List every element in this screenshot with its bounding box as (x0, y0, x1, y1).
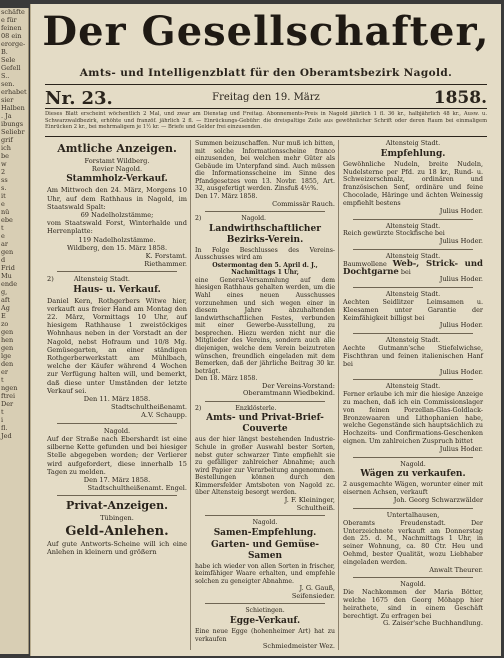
ad7-subtitle: Garten- und Gemüse-Samen (210, 539, 320, 561)
ad10-place: Altensteig Stadt. (385, 221, 441, 230)
divider (353, 287, 473, 288)
previous-page-fragment: zo (1, 320, 9, 328)
section-official: Amtliche Anzeigen. (57, 142, 177, 155)
previous-page-fragment: t (1, 376, 4, 384)
ad16-text: Oberamts Freudenstadt. Der Unterzeichnete verkauft am Donnerstag den 25. d. M., Nachmittags 1 Uhr, in seiner Wohnung, ca. 80 Ctr. Heu und Oehmd, bester Qualität, wozu Liebhaber eingeladen werden. (343, 518, 483, 566)
previous-page-fragment: . Ja (1, 112, 12, 120)
previous-page-fragment: 2 (1, 168, 6, 176)
ad3-signature: Stadtschultheißenamt. Engel. (87, 484, 187, 493)
ad12-text: Aechten Seidlitzer Leimsamen u. Kleesamen unter Garantie der Keimfähigkeit billigst bei (343, 298, 483, 322)
ad2-text: Daniel Kern, Rothgerbers Witwe hier, verkauft aus freier Hand am Montag den 22. März, Vormittags 10 Uhr, auf hiesigem Rathhause 1 zweistöckiges Wohnhaus neben in der Vorstadt an der Nagold, nebst Hofraum und 10/8 Mg. Gemüsegarten, an einer ständigen Rothgerberwerkstatt am Mühlbach, welche der Käufer während 4 Wochen zur Verfügung halten will, und bemerkt, daß diese unter Umständen der letzte Verkauf sei. (47, 296, 187, 395)
previous-page-fragment: fl. (1, 424, 8, 432)
ad2-number: 2) (47, 275, 54, 284)
header-rule-bottom (45, 136, 487, 137)
ad15-title: Wägen zu verkaufen. (360, 469, 466, 480)
ad8-place: Schietingen. (245, 607, 285, 615)
divider (353, 577, 473, 578)
ad3-date: Den 17. März 1858. (83, 475, 151, 484)
previous-page-fragment: sier (1, 96, 14, 104)
previous-page-fragment: t (1, 408, 4, 416)
previous-page-fragment: schäfte (1, 8, 25, 16)
ad15-text: 2 ausgemachte Wägen, worunter einer mit eisernen Achsen, verkauft (343, 480, 483, 497)
header-rule-mid (45, 108, 487, 109)
previous-page-fragment: B. (1, 48, 8, 56)
ad8-text: Eine neue Egge (hohenheimer Art) hat zu verkaufen (195, 628, 335, 643)
previous-page-fragment: ich (1, 144, 11, 152)
ad1-date: Wildberg, den 15. März 1858. (66, 243, 168, 252)
previous-page-fragment: aft (1, 296, 10, 304)
ad2-title: Haus- u. Verkauf. (73, 284, 161, 295)
ad5-header (195, 215, 335, 223)
previous-page-fragment: nü (1, 208, 10, 216)
ad6-number: 2) (195, 404, 202, 412)
ad1-place: Forstamt Wildberg. (84, 157, 150, 165)
header-rule-top (45, 84, 487, 85)
previous-page-fragment: E (1, 312, 6, 320)
previous-page-fragment: Ag (1, 304, 10, 312)
ad5-number: 2) (195, 215, 202, 223)
ad1-signature: K. Forstamt. (145, 252, 187, 261)
column-separator-2 (338, 140, 339, 650)
previous-page-fragment: gen (1, 248, 14, 256)
ad11-place: Altensteig Stadt. (385, 251, 441, 260)
previous-page-fragment: g, (1, 288, 8, 296)
ad1-item-b: 119 Nadelholzstämme. (78, 235, 156, 244)
ad14-text: Ferner erlaube ich mir die hiesige Anzeige zu machen, daß ich ein Commissionslager von feinen Porzellan-Glas-Goldlack-Bronzewaaren und Lithophanien habe, welche Gegenstände sich hauptsächlich zu Hochzeits- und Confirmations-Geschenken eignen. Um zahlreichen Zuspruch bittet (343, 390, 483, 445)
previous-page-fragment: gen (1, 344, 14, 352)
ad11-text-suffix: bei (400, 267, 411, 276)
ad12-signature: Julius Hoder. (439, 321, 483, 330)
previous-page-fragment: ebe (1, 216, 13, 224)
ad3-place: Nagold. (103, 426, 131, 435)
divider (205, 603, 325, 604)
divider (205, 515, 325, 516)
ad6-signature: J. F. Kleininger, (284, 495, 335, 504)
ad2-signature: Stadtschultheißenamt. (110, 403, 187, 412)
ad6-text: aus der hier längst bestehenden Industrie-Schule in großer Auswahl bester Sorten, nebst guter schwarzer Tinte empfiehlt sie zu gefälliger zahlreicher Abnahme; auch wird Papier zur Verarbeitung angenommen. Bestellungen können durch den Kimmersfelder Amtsboten von Nagold zc. über Altensteig besorgt werden. (195, 436, 335, 497)
previous-page-fragment: feinen (1, 24, 22, 32)
previous-page-fragment: grif (1, 136, 13, 144)
divider (353, 249, 473, 250)
ad9-title: Empfehlung. (380, 148, 446, 159)
ad4-place: Tübingen. (100, 514, 134, 523)
previous-page-fragment: Seliebr (1, 128, 25, 136)
ad13-signature: Julius Hoder. (439, 367, 483, 376)
ad3-text: Auf der Straße nach Ebershardt ist eine silberne Kette gefunden und bei hiesiger Stelle abgegeben worden; der Verlierer wird aufgefordert, diese innerhalb 15 Tagen zu melden. (47, 434, 187, 476)
ad7-signature: J. G. Gauß, (299, 584, 335, 593)
previous-page-fragment: erorge- (1, 40, 26, 48)
ad5-date: Den 18. März 1858. (195, 375, 258, 383)
previous-page-fragment: lge (1, 352, 12, 360)
issue-year: 1858. (433, 88, 487, 108)
previous-page-fragment: ngen (1, 384, 18, 392)
previous-page-fragment: erhabet (1, 88, 27, 96)
divider (57, 271, 177, 272)
ad16-place: Untertalhausen, (386, 510, 440, 519)
divider (353, 379, 473, 380)
ad6-signature-role: Schultheiß. (296, 503, 335, 512)
ad14-place: Altensteig Stadt. (385, 382, 441, 391)
ad1-text: Am Mittwoch den 24. März, Morgens 10 Uhr, auf dem Rathhaus in Nagold, im Staatswald Spalt: (47, 186, 187, 211)
newspaper-sheet (30, 4, 501, 656)
ad2-signature-name: A.V. Schaupp. (141, 411, 187, 420)
ad15-signature: Joh. Georg Schwarzwälder (393, 496, 483, 505)
previous-page-fragment: e für (1, 16, 17, 24)
previous-page-fragment: 08 ein (1, 32, 22, 40)
previous-page-fragment: sen. (1, 80, 15, 88)
column-1 (47, 140, 187, 556)
ad15-place: Nagold. (400, 459, 426, 468)
ad7-place: Nagold. (252, 519, 278, 527)
previous-page-fragment: ftrei (1, 392, 16, 400)
ad12-place: Altensteig Stadt. (385, 290, 441, 299)
masthead-subtitle: Amts- und Intelligenzblatt für den Oberamtsbezirk Nagold. (79, 67, 453, 79)
divider (353, 333, 473, 334)
previous-page-fragment: S.. (1, 72, 10, 80)
ad17-place: Nagold. (400, 580, 426, 589)
ad2-date: Den 11. März 1858. (83, 395, 151, 404)
ad1-revier: Revier Nagold. (91, 165, 143, 174)
ad16-signature: Anwalt Theurer. (429, 565, 483, 574)
previous-page-fragment: Halben (1, 104, 25, 112)
divider (353, 219, 473, 220)
previous-page-fragment: Frid (1, 264, 15, 272)
ad17-text: Die Nachkommen der Maria Bötter, welche 1675 den Georg Möhapp hier heirathete, sind in einem Geschäft berechtigt. Zu erfragen bei (343, 588, 483, 620)
previous-page-fragment: Sele (1, 56, 16, 64)
ad5-title: Landwirthschaftlicher Bezirks-Verein. (209, 223, 321, 245)
divider (57, 423, 177, 424)
divider (353, 457, 473, 458)
previous-page-fragment: i (1, 416, 4, 424)
ad11-text (343, 258, 483, 277)
ad14-signature: Julius Hoder. (439, 444, 483, 453)
previous-page-fragment: Jed (1, 432, 12, 440)
ad17-signature: G. Zaiser'sche Buchhandlung. (382, 619, 483, 628)
ad2-header (47, 275, 187, 283)
ad4-date: Den 17. März 1858. (195, 192, 258, 200)
ad9-signature: Julius Hoder. (439, 206, 483, 215)
ad1-text-b: vom Staatswald Forst, Winterhalde und Herrenplatte: (47, 219, 187, 236)
previous-page-fragment: s. (1, 184, 7, 192)
previous-page-fragment: ibungs (1, 120, 24, 128)
column-separator-1 (190, 140, 191, 650)
previous-page-fragment: gen (1, 328, 14, 336)
issue-date: Freitag den 19. März (212, 92, 320, 103)
ad4-title: Geld-Anlehen. (65, 523, 169, 539)
ad1-signature-name: Riethammer. (144, 260, 187, 269)
column-3 (343, 140, 483, 628)
divider (353, 508, 473, 509)
ad4-continued-text: Summen beizuschaffen. Nur muß ich bitten, mit solche Informationsscheine franco einzusenden, bei welchen mehr Güter als Gebäude im Unterpfand sind. Auch müssen die Informationsscheine im Sinne des Pfandgesetzes vom 13. Novbr. 1855, Art. 32, ausgefertigt werden. Zinsfuß 4½%. (195, 140, 335, 193)
ad1-item: 69 Nadelholzstämme; (80, 211, 154, 220)
issue-prefix: Nr. (45, 88, 76, 109)
column-2 (195, 140, 335, 651)
issue-value: 23. (81, 88, 113, 109)
ad5-meeting-date: Ostermontag den 5. April d. J., Nachmittags 1 Uhr, (212, 261, 318, 277)
ad7-text: habe ich wieder von allen Sorten in frischer, keimfähiger Waare erhalten, und empfehle solchen zu geneigter Abnahme. (195, 562, 335, 585)
previous-page-fragment: ende (1, 280, 18, 288)
ad9-text: Gewöhnliche Nudeln, breite Nudeln, Nudelsterne per Pfd. zu 18 kr., Rund- u. Schweizerschmalz, ordinären und französischen Senf, ordinäre und feine Chocolade, Häringe und ächten Weinessig empfiehlt bestens (343, 159, 483, 207)
previous-page-fragment: Gefell (1, 64, 21, 72)
previous-page-fragment: den (1, 360, 14, 368)
masthead-title: Der Gesellschafter, (42, 8, 490, 55)
ad11-title: Web-, Strick- und Dochtgarne (343, 258, 483, 277)
ad7-title: Samen-Empfehlung. (213, 527, 317, 538)
ad11-text-prefix: Baumwollene (343, 259, 387, 268)
previous-page-fragment: e (1, 232, 5, 240)
previous-page-fragment: Der (1, 400, 14, 408)
ad9-place: Altensteig Stadt. (385, 139, 441, 147)
ad4-text: Auf gute Antworts-Scheine will ich eine Anlehen in kleinern und größern (47, 539, 187, 556)
ad4-signature: Commissär Rauch. (272, 199, 335, 208)
ad2-place: Altensteig Stadt. (73, 275, 130, 284)
ad6-place: Enzklösterle. (235, 404, 277, 412)
previous-page-fragment: be (1, 152, 10, 160)
previous-page-fragment: w (1, 160, 7, 168)
ad5-signature: Der Vereins-Vorstand: (262, 381, 335, 390)
ad10-signature: Julius Hoder. (439, 237, 483, 246)
previous-page-fragment: t (1, 224, 4, 232)
ad13-place: Altensteig Stadt. (385, 336, 441, 345)
section-private: Privat-Anzeigen. (66, 499, 168, 513)
previous-page-fragment: Mu (1, 272, 12, 280)
ad5-signature-name: Oberamtmann Wiedbekind. (243, 389, 335, 398)
previous-page-fragment: ss (1, 176, 8, 184)
previous-page-fragment: hen (1, 336, 14, 344)
ad7-signature-role: Seifensieder. (291, 591, 335, 600)
divider (205, 401, 325, 402)
subscription-terms: Dieses Blatt erscheint wöchentlich 2 Mal, und zwar am Dienstag und Freitag. Abonnements-Preis in Nagold jährlich 1 fl. 36 kr., halbjährlich 48 kr., Ausw. u. Schwarzwaldbezirk, erhöhte und franzöf. jährlich 2 fl. — Einrückungs-Gebühr: die dreispaltige Zeile aus gewöhnlicher Schrift oder deren Raum bei einmaligem Einrücken 2 kr., bei mehrmaligem je 1½ kr. — Briefe und Gelder frei einzusenden. (45, 111, 487, 131)
ad13-text: Aechte Gutmann'sche Stiefelwichse, Fischthran und feinen italienischen Hanf bei (343, 344, 483, 368)
previous-page-fragment: d (1, 256, 6, 264)
ad11-signature: Julius Hoder. (439, 275, 483, 284)
ad10-text: Reich gewürzte Stockfische bei (343, 229, 445, 238)
previous-page-fragment: ar (1, 240, 8, 248)
previous-page-fragment: e (1, 200, 5, 208)
ad8-signature: Schmiedmeister Wez. (262, 642, 335, 651)
previous-page-edge (0, 8, 29, 654)
ad5-place: Nagold. (241, 215, 267, 223)
previous-page-fragment: it (1, 192, 6, 200)
divider (57, 495, 177, 496)
ad6-title: Amts- und Privat-Brief-Couverte (206, 413, 324, 435)
divider (205, 211, 325, 212)
previous-page-fragment: er (1, 368, 8, 376)
ad5-text-intro: In Folge Beschlusses des Vereins-Ausschusses wird am (195, 246, 335, 262)
issue-bar (45, 88, 487, 108)
ad5-text: eine General-Versammlung auf dem hiesigen Rathhaus gehalten werden, um die Wahl eines neuen Ausschusses vorzunehmen und sich wegen einer in diesem Jahre abzuhaltenden landwirthschaftlichen Festes, verbunden mit einer Gewerbe-Ausstellung, zu besprechen. Hiezu werden nicht nur die Mitglieder des Vereins, sondern auch alle diejenigen, welche dem Verein beizutreten wünschen, freundlich eingeladen mit dem Bemerken, daß der jährliche Beitrag 30 kr. beträgt. (195, 276, 335, 375)
ad6-header (195, 405, 335, 413)
ad8-title: Egge-Verkauf. (229, 616, 301, 626)
ad1-title: Stammholz-Verkauf. (66, 174, 168, 185)
